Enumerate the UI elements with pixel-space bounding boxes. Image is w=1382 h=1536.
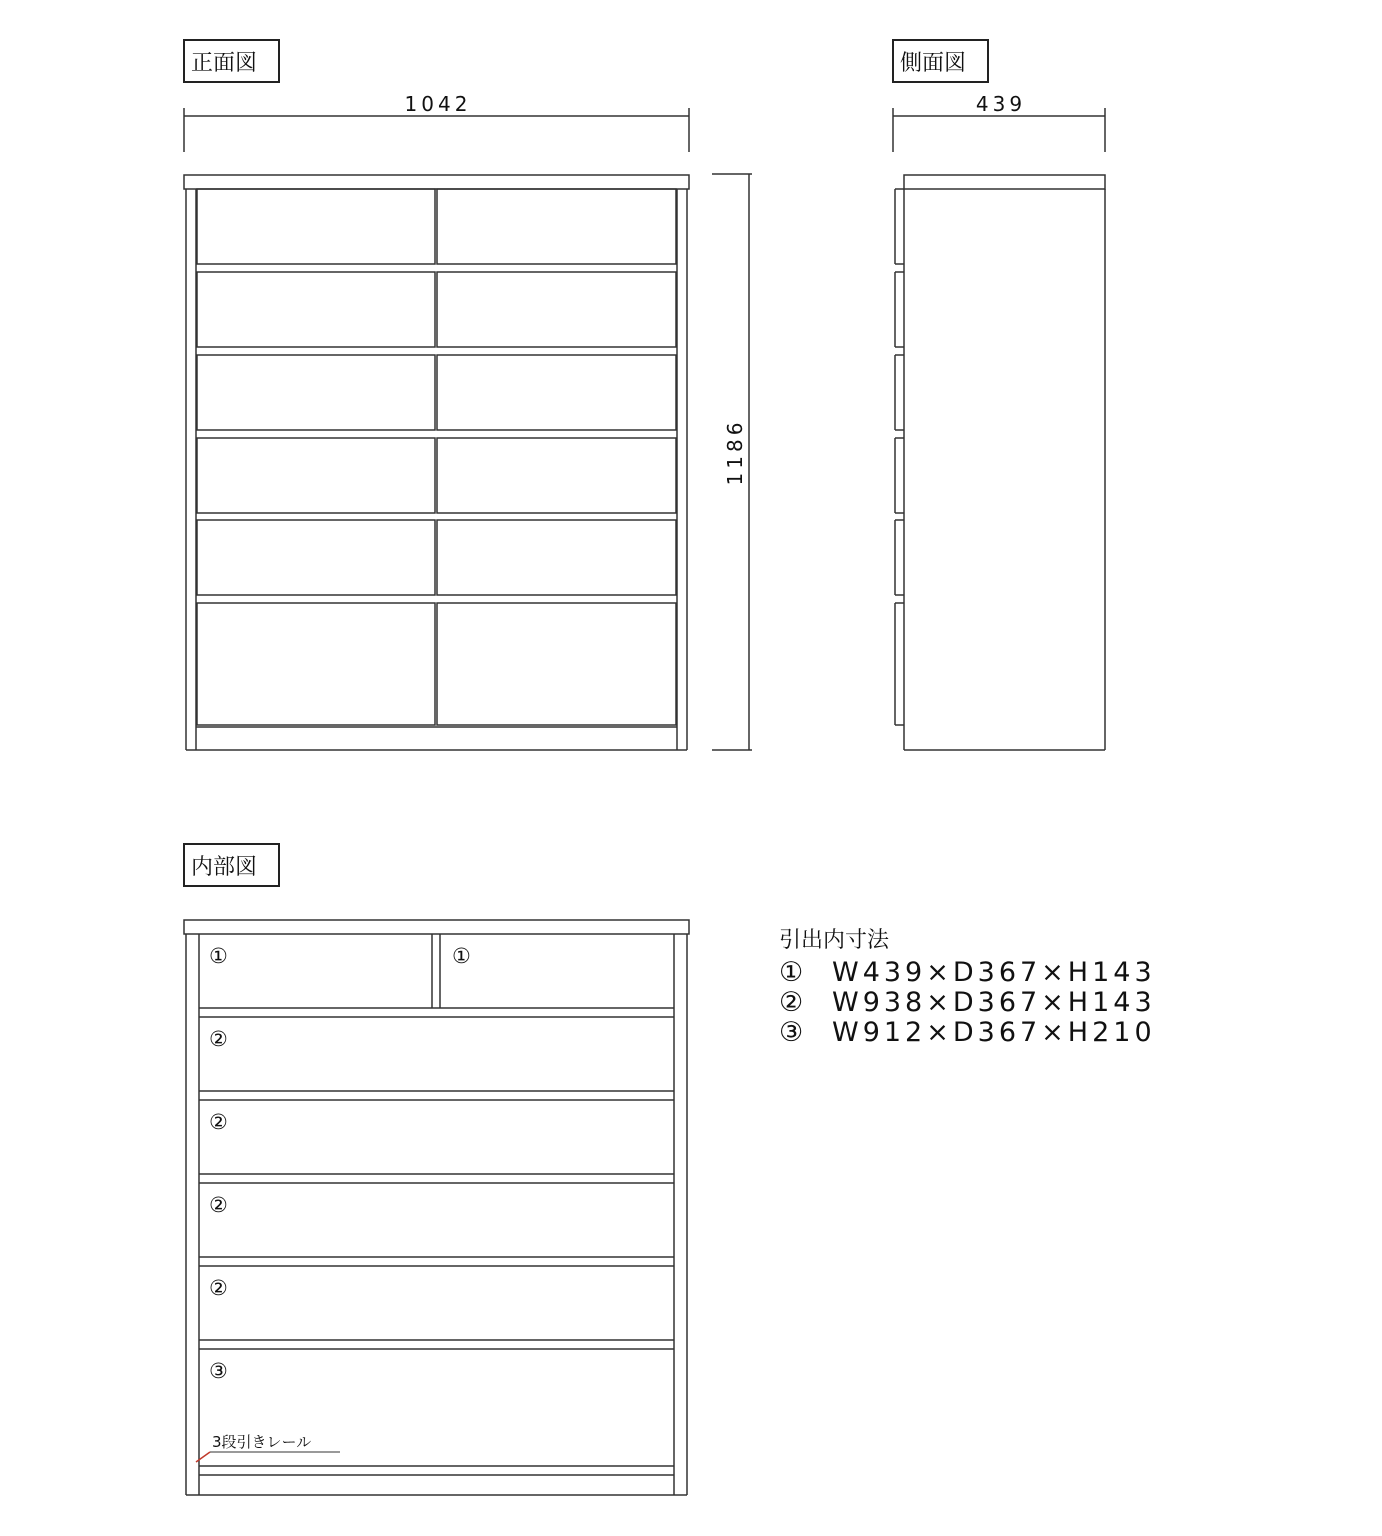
- front-drawer: [197, 189, 435, 264]
- front-drawer: [197, 272, 435, 347]
- drawer-marker: ②: [209, 1110, 228, 1134]
- front-drawer: [197, 355, 435, 430]
- spec-value: W439×D367×H143: [832, 957, 1156, 988]
- side-view-title: 側面図: [900, 51, 967, 76]
- interior-view-title: 内部図: [191, 855, 258, 880]
- front-top-board: [184, 175, 689, 189]
- front-drawer: [437, 438, 676, 513]
- drawer-marker: ②: [209, 1027, 228, 1051]
- interior-cabinet: [184, 920, 689, 1495]
- side-depth-label: 439: [975, 92, 1027, 116]
- rail-leader: [196, 1452, 340, 1462]
- front-drawer: [437, 189, 676, 264]
- front-view-title: 正面図: [191, 51, 258, 76]
- front-drawer: [437, 603, 676, 725]
- drawer-marker: ①: [452, 944, 471, 968]
- rail-note: 3段引きレール: [212, 1433, 312, 1451]
- spec-title: 引出内寸法: [779, 928, 890, 953]
- spec-list: [779, 928, 1156, 1048]
- spec-marker: ③: [779, 1017, 808, 1048]
- drawer-marker: ③: [209, 1359, 228, 1383]
- front-drawer: [437, 355, 676, 430]
- side-cabinet: [895, 175, 1105, 750]
- spec-value: W912×D367×H210: [832, 1017, 1156, 1048]
- front-drawer: [197, 520, 435, 595]
- interior-view: [184, 844, 689, 1495]
- interior-compartments: [199, 934, 674, 1349]
- spec-value: W938×D367×H143: [832, 987, 1156, 1018]
- front-drawer: [197, 438, 435, 513]
- front-drawer: [197, 603, 435, 725]
- front-drawers: [197, 189, 676, 725]
- front-drawer: [437, 272, 676, 347]
- side-top-board: [904, 175, 1105, 189]
- front-view: [184, 40, 752, 750]
- spec-marker: ①: [779, 957, 808, 988]
- spec-marker: ②: [779, 987, 808, 1018]
- side-view: [893, 40, 1105, 750]
- front-width-label: 1042: [404, 92, 472, 116]
- interior-top-board: [184, 920, 689, 934]
- drawer-marker: ②: [209, 1193, 228, 1217]
- front-drawer: [437, 520, 676, 595]
- front-height-label: 1186: [723, 418, 747, 486]
- drawer-marker: ②: [209, 1276, 228, 1300]
- drawer-marker: ①: [209, 944, 228, 968]
